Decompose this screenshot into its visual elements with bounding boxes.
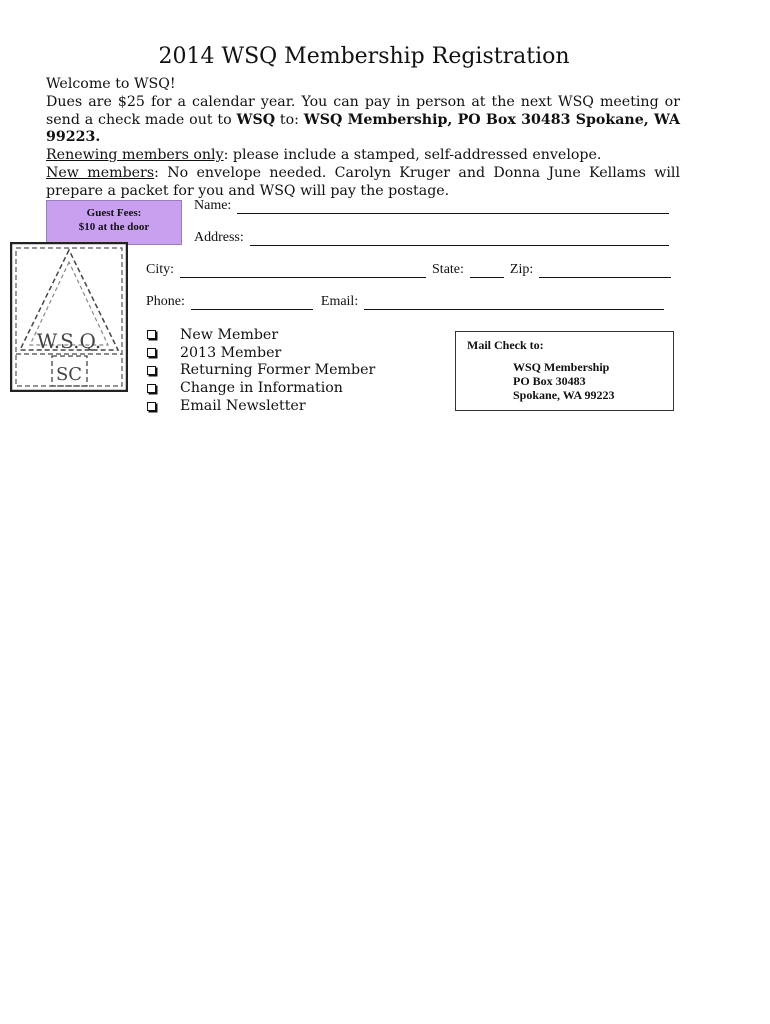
state-input[interactable]: [470, 263, 504, 278]
address-label: Address:: [194, 230, 244, 245]
option-2013-member[interactable]: 2013 Member: [147, 344, 375, 362]
email-label: Email:: [320, 294, 359, 309]
dues-text: Dues are $25 for a calendar year. You can pay in person at the next WSQ meeting or send a check made out to WSQ to: WSQ Membership, PO Box 30483 Spokane, WA 99223.: [46, 93, 681, 146]
intro-text: [46, 76, 680, 201]
phone-label: Phone:: [146, 294, 185, 309]
option-change-info[interactable]: Change in Information: [147, 379, 375, 397]
name-field: [194, 196, 669, 214]
mail-check-box: [455, 331, 674, 411]
email-input[interactable]: [364, 295, 664, 310]
mail-heading: Mail Check to:: [467, 338, 544, 352]
phone-email-field: [146, 292, 664, 310]
state-label: State:: [432, 262, 464, 277]
city-input[interactable]: [180, 263, 426, 278]
mail-address: WSQ Membership PO Box 30483 Spokane, WA 99223: [513, 360, 615, 402]
logo-text: W.S.Q.: [36, 329, 102, 353]
new-members-text: New members: No envelope needed. Carolyn Kruger and Donna June Kellams will prepare a packet for you and WSQ will pay the postage.: [46, 164, 681, 199]
address-field: [194, 228, 669, 246]
checkbox[interactable]: [147, 366, 156, 375]
zip-input[interactable]: [539, 263, 671, 278]
city-field: [146, 260, 671, 278]
city-label: City:: [146, 262, 175, 277]
phone-input[interactable]: [191, 295, 313, 310]
option-returning-member[interactable]: Returning Former Member: [147, 362, 375, 380]
guest-fees-label: Guest Fees:: [86, 207, 142, 219]
option-email-newsletter[interactable]: Email Newsletter: [147, 397, 375, 415]
name-input[interactable]: [237, 199, 669, 214]
address-input[interactable]: [250, 231, 669, 246]
guest-fees-box: [46, 200, 182, 245]
option-new-member[interactable]: New Member: [147, 326, 375, 344]
checkbox[interactable]: [147, 348, 156, 357]
wsq-logo: [10, 242, 128, 392]
page-title: 2014 WSQ Membership Registration: [158, 44, 570, 69]
guest-fees-amount: $10 at the door: [78, 221, 150, 233]
checkbox[interactable]: [147, 402, 156, 411]
zip-label: Zip:: [509, 262, 534, 277]
welcome-text: Welcome to WSQ!: [46, 76, 176, 92]
name-label: Name:: [194, 198, 232, 213]
membership-options: [147, 326, 375, 415]
checkbox[interactable]: [147, 384, 156, 393]
renew-text: Renewing members only: please include a stamped, self-addressed envelope.: [46, 147, 602, 164]
logo-sub-text: SC: [55, 364, 83, 385]
checkbox[interactable]: [147, 330, 156, 339]
